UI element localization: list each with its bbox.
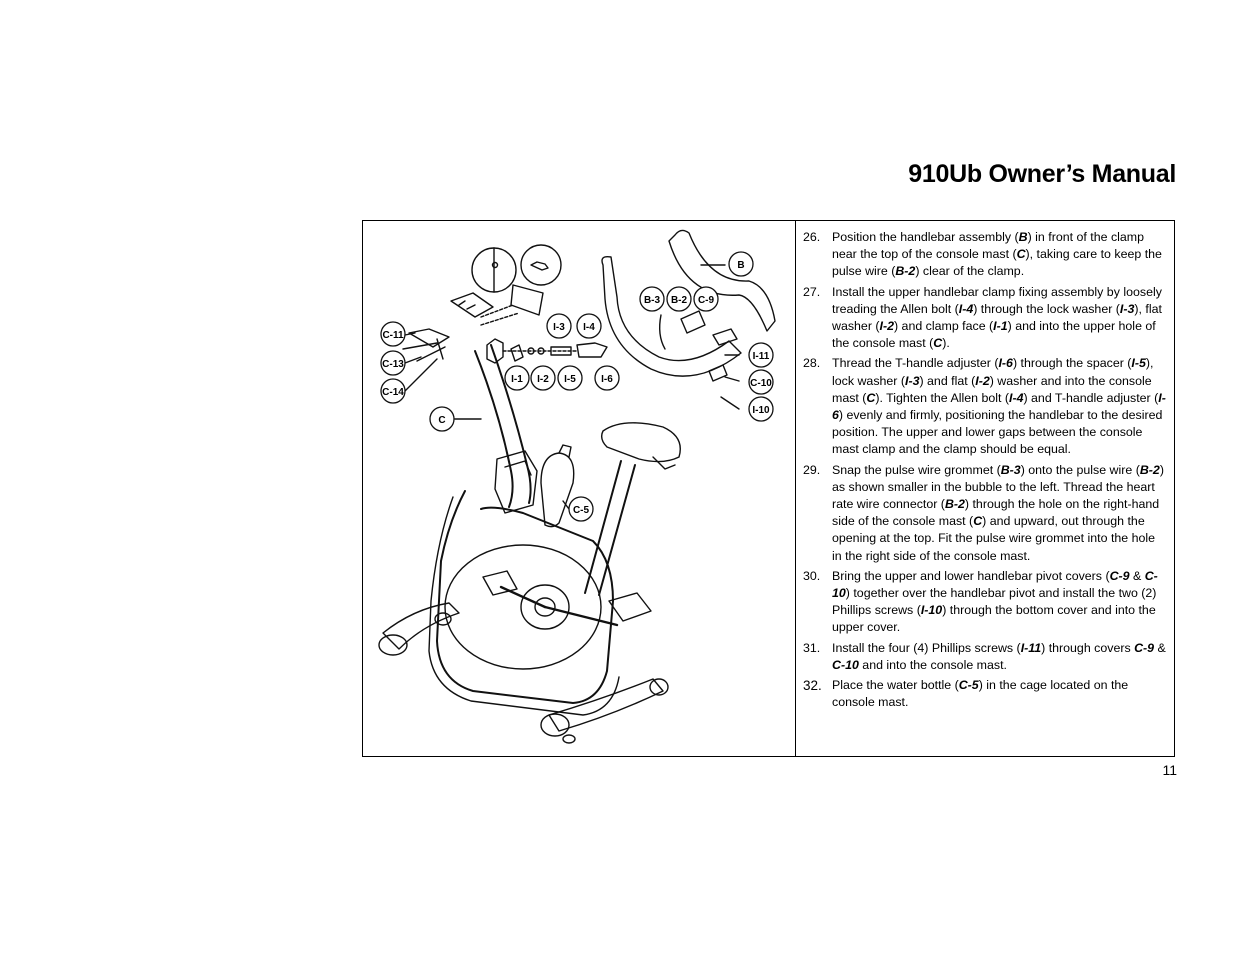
svg-text:B-2: B-2: [670, 295, 688, 306]
label-I-10: [749, 397, 773, 421]
part-reference: B-2: [944, 497, 965, 512]
step-text-run: ) through the bottom cover and into the upper cover.: [832, 603, 1156, 635]
step-text-run: ) clear of the clamp.: [915, 264, 1025, 279]
svg-text:C-13: C-13: [382, 359, 404, 370]
step-text: [832, 355, 1166, 458]
svg-text:C-11: C-11: [382, 330, 404, 341]
part-reference: I-1: [993, 319, 1008, 334]
step-text: [832, 229, 1166, 281]
step-text-run: ) together over the handlebar pivot and install the two (2) Phillips screws (: [832, 586, 1157, 618]
step-text-run: ). Tighten the Allen bolt (: [875, 390, 1009, 405]
part-reference: B-3: [1000, 462, 1021, 477]
step-text-run: ), lock washer (: [832, 356, 1154, 388]
step-text-run: ) washer and into the console mast (: [832, 373, 1152, 405]
svg-text:C-14: C-14: [382, 387, 404, 398]
svg-text:I-4: I-4: [583, 322, 595, 333]
part-reference: C-5: [958, 678, 979, 693]
step-text: [832, 640, 1166, 674]
part-reference: I-3: [1119, 301, 1135, 316]
label-I-1: [505, 366, 529, 390]
step-item: [803, 677, 1166, 711]
part-reference: C-9: [1109, 568, 1130, 583]
part-reference: C: [866, 390, 876, 405]
label-I-4: [577, 314, 601, 338]
part-reference: C: [933, 336, 943, 351]
bike-drawing: [363, 221, 795, 756]
instruction-steps: [796, 221, 1174, 756]
step-text: [832, 677, 1166, 711]
part-reference: C: [973, 514, 983, 529]
assembly-illustration: [363, 221, 796, 756]
instruction-table: [362, 220, 1175, 757]
part-reference: I-4: [1009, 390, 1024, 405]
label-C-10: [749, 370, 773, 394]
step-item: [803, 568, 1166, 637]
svg-text:C-9: C-9: [697, 295, 715, 306]
step-number: 29.: [803, 462, 821, 477]
svg-text:C-5: C-5: [572, 505, 590, 516]
step-text: [832, 284, 1166, 353]
step-text-run: Position the handlebar assembly (: [832, 230, 1019, 244]
step-text-run: ) and T-handle adjuster (: [1023, 390, 1159, 405]
part-reference: I-5: [1131, 356, 1146, 371]
step-text: [832, 568, 1166, 637]
label-C-9: [694, 287, 718, 311]
label-I-11: [749, 343, 773, 367]
step-text-run: Install the upper handlebar clamp fixing assembly by loosely treading the Allen bolt (: [832, 284, 1162, 316]
step-text-run: Bring the upper and lower handlebar pivot covers (: [832, 568, 1110, 583]
svg-text:I-3: I-3: [553, 322, 565, 333]
svg-text:I-11: I-11: [752, 351, 770, 362]
label-C: [430, 407, 454, 431]
step-text-run: ) as shown smaller in the bubble to the left. Thread the heart rate wire connector (: [832, 462, 1164, 512]
part-reference: C: [1016, 247, 1026, 262]
part-reference: I-6: [832, 390, 1166, 423]
part-reference: I-6: [998, 356, 1013, 371]
step-text-run: ), taking care to keep the pulse wire (: [832, 247, 1162, 279]
step-text-run: Thread the T-handle adjuster (: [832, 356, 999, 371]
label-B-3: [640, 287, 664, 311]
svg-text:C-10: C-10: [750, 378, 772, 389]
step-number: 28.: [803, 356, 821, 371]
step-text-run: ).: [942, 336, 950, 351]
svg-text:C: C: [438, 415, 446, 426]
step-number: 30.: [803, 568, 821, 583]
step-text-run: ) and clamp face (: [893, 319, 994, 334]
svg-text:B-3: B-3: [643, 295, 661, 306]
svg-text:I-2: I-2: [537, 374, 549, 385]
step-item: [803, 462, 1166, 565]
label-C-13: [381, 351, 405, 375]
svg-text:I-10: I-10: [752, 405, 770, 416]
step-text-run: Install the four (4) Phillips screws (: [832, 640, 1021, 655]
step-text-run: Snap the pulse wire grommet (: [832, 462, 1001, 477]
page-number: 11: [1162, 762, 1177, 778]
step-text-run: ) in the cage located on the console mast.: [832, 678, 1129, 710]
step-item: [803, 229, 1166, 281]
step-text-run: ) and upward, out through the opening at the top. Fit the pulse wire grommet into the hole in the right side of the console mast.: [832, 514, 1156, 563]
step-number: 27.: [803, 284, 821, 299]
label-B: [729, 252, 753, 276]
step-text-run: ) through the lock washer (: [973, 301, 1120, 316]
part-reference: B-2: [895, 264, 916, 279]
step-text-run: ) and into the upper hole of the console mast (: [832, 319, 1156, 351]
part-reference: I-3: [905, 373, 920, 388]
step-number: 26.: [803, 230, 821, 244]
step-text-run: &: [1129, 568, 1145, 583]
detail-bubble: [521, 245, 561, 285]
step-item: [803, 284, 1166, 353]
svg-text:B: B: [737, 260, 745, 271]
part-reference: B: [1018, 230, 1028, 244]
part-reference: I-10: [920, 603, 943, 618]
part-reference: C-10: [832, 657, 859, 672]
step-text-run: ), flat washer (: [832, 301, 1162, 334]
label-I-3: [547, 314, 571, 338]
label-I-5: [558, 366, 582, 390]
step-text: [832, 462, 1166, 565]
svg-text:I-6: I-6: [601, 374, 613, 385]
step-text-run: Place the water bottle (: [832, 678, 959, 693]
step-text-run: ) through the spacer (: [1012, 356, 1132, 371]
part-reference: C-10: [832, 568, 1158, 601]
page-title: 910Ub Owner’s Manual: [908, 160, 1176, 188]
step-text-run: ) in front of the clamp near the top of the console mast (: [832, 230, 1144, 262]
step-item: [803, 355, 1166, 458]
part-reference: I-11: [1020, 640, 1042, 655]
step-text-run: ) evenly and firmly, positioning the handlebar to the desired position. The upper and lower gaps between the console mast clamp and the clamp should be equal.: [832, 408, 1163, 457]
step-text-run: &: [1154, 640, 1166, 655]
label-C-5: [569, 497, 593, 521]
step-number: 31.: [803, 640, 821, 655]
part-reference: B-2: [1139, 462, 1160, 477]
svg-text:I-1: I-1: [511, 374, 523, 385]
steps-list: [803, 229, 1166, 711]
step-text-run: ) and flat (: [919, 373, 976, 388]
label-I-6: [595, 366, 619, 390]
step-text-run: ) onto the pulse wire (: [1020, 462, 1140, 477]
step-number: 32.: [803, 678, 822, 694]
step-text-run: ) through covers: [1041, 640, 1135, 655]
label-C-11: [381, 322, 405, 346]
step-text-run: ) through the hole on the right-hand side of the console mast (: [832, 497, 1160, 529]
step-text-run: and into the console mast.: [858, 657, 1007, 672]
part-reference: I-2: [975, 373, 990, 388]
label-I-2: [531, 366, 555, 390]
label-C-14: [381, 379, 405, 403]
step-item: [803, 640, 1166, 674]
label-B-2: [667, 287, 691, 311]
svg-text:I-5: I-5: [564, 374, 576, 385]
part-reference: I-2: [879, 319, 894, 334]
part-reference: I-4: [958, 301, 974, 316]
part-reference: C-9: [1134, 640, 1155, 655]
